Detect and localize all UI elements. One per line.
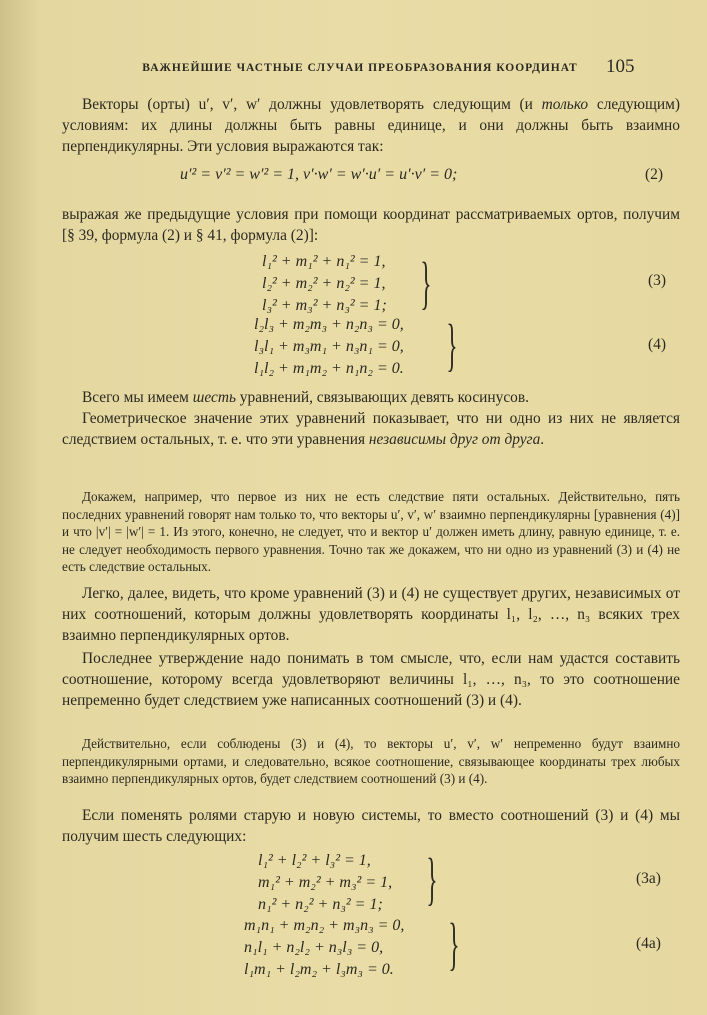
brace: } [420,250,432,315]
text: Легко, далее, видеть, что кроме уравнений (3) и (4) не существует других, независимых от них соотношений, которым должны удовлетворять координаты l₁, l₂, …, n₃ всяких трех взаимно перпендикулярных ортов. [62,585,680,644]
equation-3 [262,251,387,317]
equation-4a [244,915,404,981]
equation-number: (4a) [636,935,661,952]
equation-line: n₁l₁ + n₂l₂ + n₃l₃ = 0, [244,939,384,956]
emphasis: шесть [192,389,236,406]
text: . [540,431,545,448]
equation-line: m₁n₁ + m₂n₂ + m₃n₃ = 0, [244,917,405,934]
text: Геометрическое значение этих уравнений показывает, что ни одно из них не является следствием остальных, т. е. что эти уравнения [62,410,680,448]
equation-line: l₃² + m₃² + n₃² = 1; [262,297,387,314]
brace: } [448,911,460,976]
equation-4 [254,314,404,380]
paragraph-3 [62,387,680,450]
text: уравнений, связывающих девять косинусов. [235,389,529,406]
paragraph-5 [62,488,680,576]
text: Векторы (орты) u′, v′, w′ должны удовлетворять следующим (и [82,96,542,113]
equation-line: l₂² + m₂² + n₂² = 1, [262,275,386,292]
equation-3a [258,850,392,916]
equation-line: l₁² + l₂² + l₃² = 1, [258,852,371,869]
brace: } [426,846,438,911]
paragraph-1 [62,94,680,157]
paragraph-2 [62,204,680,246]
text: выражая же предыдущие условия при помощи координат рассматриваемых ортов, получим [§ 39, формула (2) и § 41, формула (2)]: [62,206,680,244]
equation-number: (4) [648,336,667,353]
emphasis: только [541,96,589,113]
text: Всего мы имеем [82,389,193,406]
equation-line: n₁² + n₂² + n₃² = 1; [258,896,383,913]
text: Если поменять ролями старую и новую системы, то вместо соотношений (3) и (4) мы получим шесть следующих: [62,807,680,845]
page-number: 105 [606,56,635,77]
equation-line: l₂l₃ + m₂m₃ + n₂n₃ = 0, [254,316,404,333]
paragraph-6 [62,583,680,711]
equation-number: (2) [645,166,664,183]
text: Действительно, если соблюдены (3) и (4), то векторы u′, v′, w′ непременно будут взаимно перпендикулярными ортами, и следовательно, всякое соотношение, связывающее координаты трех любых взаимно перпендикулярных ортов, будет следствием соотношений (3) и (4). [62,736,680,786]
text: Последнее утверждение надо понимать в том смысле, что, если нам удастся составить соотношение, которому всегда удовлетворяют величины l₁, …, n₃, то это соотношение непременно будет следствием уже написанных соотношений (3) и (4). [62,650,680,709]
paragraph-9 [62,805,680,847]
equation-line: l₁² + m₁² + n₁² = 1, [262,253,386,270]
equation-number: (3) [648,272,667,289]
text: Докажем, например, что первое из них не есть следствие пяти остальных. Действительно, пять последних уравнений говорят нам только то, что векторы u′, v′, w′ взаимно перпендикулярны [уравнения (4)] и что |v′| = |w′| = 1. Из этого, конечно, не следует, что и вектор u′ должен иметь длину, равную единице, т. е. не следует необходимость первого уравнения. Точно так же докажем, что ни одно из уравнений (3) и (4) не есть следствие остальных. [62,489,680,574]
equation-line: l₃l₁ + m₃m₁ + n₃n₁ = 0, [254,338,404,355]
equation-line: m₁² + m₂² + m₃² = 1, [258,874,393,891]
equation-line: l₁l₂ + m₁m₂ + n₁n₂ = 0. [254,360,404,377]
running-title: ВАЖНЕЙШИЕ ЧАСТНЫЕ СЛУЧАИ ПРЕОБРАЗОВАНИЯ КООРДИНАТ [142,62,578,74]
brace: } [446,312,458,377]
emphasis: независимы друг от друга [368,431,541,448]
equation-2: u′² = v′² = w′² = 1, v′·w′ = w′·u′ = u′·v′ = 0; [180,166,458,183]
text: следующим) условиям: их длины должны быть равны единице, и они должны быть взаимно перпендикулярны. Эти условия выражаются так: [62,96,680,155]
paragraph-8 [62,735,680,788]
equation-number: (3a) [636,870,661,887]
equation-line: l₁m₁ + l₂m₂ + l₃m₃ = 0. [244,961,394,978]
